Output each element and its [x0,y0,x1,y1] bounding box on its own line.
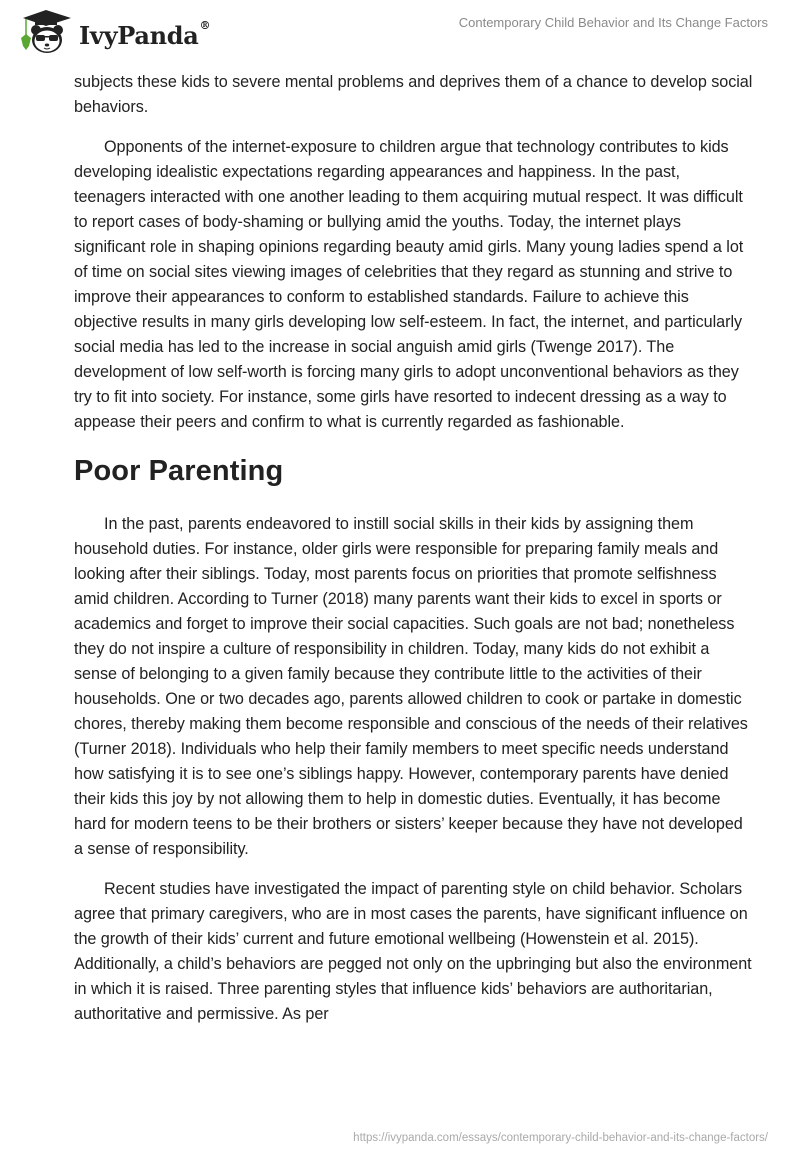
document-title: Contemporary Child Behavior and Its Change Factors [458,15,768,30]
paragraph: subjects these kids to severe mental problems and deprives them of a chance to develop social behaviors. [74,73,753,116]
panda-graduate-icon [17,8,75,56]
essay-body [74,70,754,1027]
paragraph: Recent studies have investigated the impact of parenting style on child behavior. Scholars agree that primary caregivers, who are in most cases the parents, have significant influence on the growth of their kids’ current and future emotional wellbeing (Howenstein et al. 2015). Additionally, a child’s behaviors are pegged not only on the upbringing but also the environment in which it is raised. Three parenting styles that influence kids’ behaviors are authoritarian, authoritative and permissive. As per [74,880,752,1023]
ivypanda-logo[interactable] [17,8,210,56]
section-heading: Poor Parenting [74,455,284,487]
logo-wordmark: IvyPanda® [79,18,211,50]
source-url[interactable]: https://ivypanda.com/essays/contemporary-child-behavior-and-its-change-factors/ [353,1132,768,1144]
page-header [0,0,800,60]
paragraph: In the past, parents endeavored to instill social skills in their kids by assigning them household duties. For instance, older girls were responsible for preparing family meals and looking after their siblings. Today, most parents focus on priorities that promote selfishness amid children. According to Turner (2018) many parents want their kids to excel in sports or academics and forget to improve their social capacities. Such goals are not bad; nonetheless they do not inspire a culture of responsibility in children. Today, many kids do not exhibit a sense of belonging to a given family because they contribute little to the activities of their households. One or two decades ago, parents allowed children to cook or partake in domestic chores, thereby making them become responsible and conscious of the needs of their relatives (Turner 2018). Individuals who help their family members to meet specific needs understand how satisfying it is to see one’s siblings happy. However, contemporary parents have denied their kids this joy by not allowing them to help in domestic duties. Eventually, it has become hard for modern teens to be their brothers or sisters’ keeper because they have not developed a sense of responsibility. [74,515,748,858]
paragraph: Opponents of the internet-exposure to children argue that technology contributes to kids developing idealistic expectations regarding appearances and happiness. In the past, teenagers interacted with one another leading to them acquiring mutual respect. It was difficult to report cases of body-shaming or bullying amid the youths. Today, the internet plays significant role in shaping opinions regarding beauty amid girls. Many young ladies spend a lot of time on social sites viewing images of celebrities that they regard as stunning and strive to improve their appearances to conform to established standards. Failure to achieve this objective results in many girls developing low self-esteem. In fact, the internet, and particularly social media has led to the increase in social anguish amid girls (Twenge 2017). The development of low self-worth is forcing many girls to adopt unconventional behaviors as they try to fit into society. For instance, some girls have resorted to indecent dressing as a way to appease their peers and confirm to what is currently regarded as fashionable. [74,138,744,431]
